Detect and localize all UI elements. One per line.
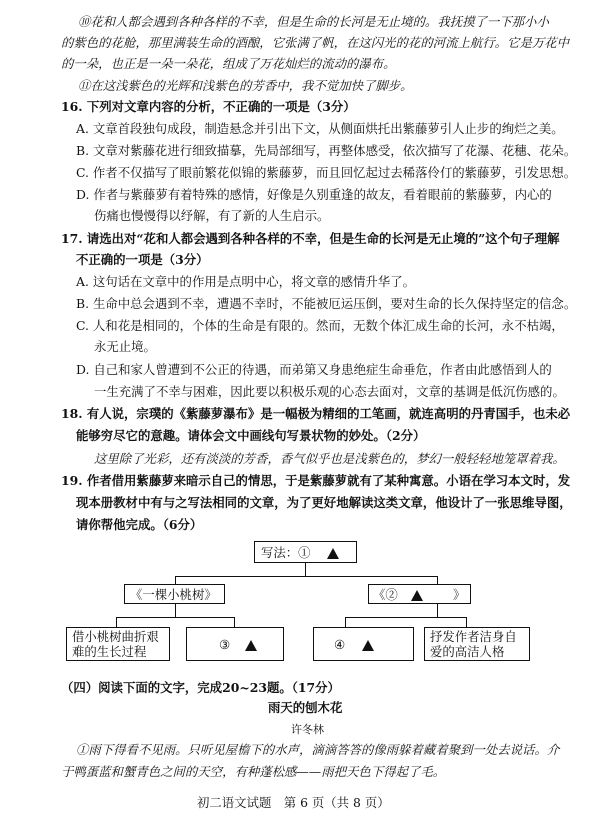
q17-option-c-line-2: 永无止境。 xyxy=(94,339,156,354)
mindmap-right-content-line-1: 抒发作者洁身自 xyxy=(430,629,517,644)
q16-stem: 16. 下列对文章内容的分析，不正确的一项是（3分） xyxy=(61,99,356,114)
connector xyxy=(345,617,467,618)
article-paragraph-1-line-1: ①雨下得看不见雨。只听见屋檐下的水声，滴滴答答的像雨躲着藏着聚到一处去说话。介 xyxy=(76,742,560,757)
q17-option-b: B. 生命中总会遇到不幸，遭遇不幸时，不能被厄运压倒，要对生命的长久保持坚定的信念。 xyxy=(76,296,577,311)
connector xyxy=(437,576,438,584)
mindmap-right-title-box xyxy=(368,584,471,604)
mindmap-blank-4-triangle-icon xyxy=(362,638,374,653)
paragraph-10-line-2: 的紫色的花舱，那里满装生命的酒酿，它张满了帆，在这闪光的花的河流上航行。它是万花中 xyxy=(61,35,570,50)
mindmap-left-title: 《一棵小桃树》 xyxy=(130,587,217,602)
q17-option-a: A. 这句话在文章中的作用是点明中心，将文章的感情升华了。 xyxy=(76,274,415,289)
q17-option-d-line-2: 一生充满了不幸与困难，因此要以积极乐观的心态去面对，文章的基调是低沉伤感的。 xyxy=(94,384,565,399)
paragraph-10-line-1: ⑩花和人都会遇到各种各样的不幸，但是生命的长河是无止境的。我抚摸了一下那小小 xyxy=(78,14,549,29)
connector xyxy=(466,617,467,627)
q17-stem-line-2: 不正确的一项是（3分） xyxy=(76,252,209,267)
mindmap-blank-3-box xyxy=(186,627,284,661)
article-paragraph-1-line-2: 于鸭蛋蓝和蟹青色之间的天空，有种蓬松感——雨把天色下得起了毛。 xyxy=(61,764,446,779)
mindmap-left-title-box xyxy=(124,584,225,604)
q19-stem-line-2: 现本册教材中有与之写法相同的文章，为了更好地解读这类文章，他设计了一张思维导图， xyxy=(76,495,572,510)
mindmap-blank-3-label: ③ xyxy=(219,637,231,652)
q19-stem-line-3: 请你帮他完成。（6分） xyxy=(76,517,203,532)
q18-stem-line-1: 18. 有人说，宗璞的《紫藤萝瀑布》是一幅极为精细的工笔画，就连高明的丹青国手，也未必 xyxy=(61,406,571,421)
mindmap-left-content-line-2: 难的生长过程 xyxy=(72,644,147,659)
article-author: 许冬林 xyxy=(291,723,324,736)
mindmap-left-content-box xyxy=(66,627,170,661)
connector xyxy=(437,604,438,618)
connector xyxy=(345,617,346,627)
mindmap-blank-4-box xyxy=(313,627,414,661)
connector xyxy=(175,576,438,577)
mindmap-left-content-line-1: 借小桃树曲折艰 xyxy=(72,629,159,644)
mindmap-right-title: 《② xyxy=(373,587,398,602)
paragraph-10-line-3: 的一朵，也正是一朵一朵花，组成了万花灿烂的流动的瀑布。 xyxy=(61,56,396,71)
q19-stem-line-1: 19. 作者借用紫藤萝来暗示自己的情思，于是紫藤萝就有了某种寓意。小语在学习本文时，发 xyxy=(61,473,571,488)
q18-stem-line-2: 能够穷尽它的意趣。请体会文中画线句写景状物的妙处。（2分） xyxy=(76,428,426,443)
q16-option-d-line-1: D. 作者与紫藤萝有着特殊的感情，好像是久别重逢的故友，看着眼前的紫藤萝，内心的 xyxy=(76,187,552,202)
mindmap-right-title-close: 》 xyxy=(453,587,466,602)
connector xyxy=(305,563,306,577)
q17-option-d-line-1: D. 自己和家人曾遭到不公正的待遇，而弟第又身患绝症生命垂危，作者由此感悟到人的 xyxy=(76,362,552,377)
q18-quoted-sentence: 这里除了光彩，还有淡淡的芳香，香气似乎也是浅紫色的，梦幻一般轻轻地笼罩着我。 xyxy=(94,451,565,466)
mindmap-right-content-box xyxy=(424,627,530,661)
connector xyxy=(175,576,176,584)
q16-option-b: B. 文章对紫藤花进行细致描摹，先局部细写，再整体感受，依次描写了花瀑、花穗、花朵。 xyxy=(76,143,577,158)
mindmap-right-title-blank-triangle-icon xyxy=(411,588,423,603)
mindmap-blank-4-label: ④ xyxy=(334,637,346,652)
mindmap-top-box xyxy=(254,541,357,563)
connector xyxy=(116,617,235,618)
q16-option-c: C. 作者不仅描写了眼前繁花似锦的紫藤萝，而且回忆起过去稀落伶仃的紫藤萝，引发思想。 xyxy=(76,165,577,180)
connector xyxy=(175,604,176,618)
mindmap-top-label: 写法：① xyxy=(261,545,311,560)
mindmap-top-blank-triangle-icon xyxy=(327,546,339,561)
section-4-heading: （四）阅读下面的文字，完成20~23题。（17分） xyxy=(61,680,340,695)
article-title: 雨天的刨木花 xyxy=(268,700,343,715)
q17-option-c-line-1: C. 人和花是相同的，个体的生命是有限的。然而，无数个体汇成生命的长河，永不枯竭， xyxy=(76,318,564,333)
q16-option-a: A. 文章首段独句成段，制造悬念并引出下文，从侧面烘托出紫藤萝引人止步的绚烂之美。 xyxy=(76,121,564,136)
q16-option-d-line-2: 伤痛也慢慢得以纾解，有了新的人生启示。 xyxy=(94,208,330,223)
mindmap-right-content-line-2: 爱的高洁人格 xyxy=(430,644,505,659)
mindmap-blank-3-triangle-icon xyxy=(245,638,257,653)
q17-stem-line-1: 17. 请选出对“花和人都会遇到各种各样的不幸，但是生命的长河是无止境的”这个句子理解 xyxy=(61,231,560,246)
connector xyxy=(116,617,117,627)
page-footer: 初二语文试题 第 6 页（共 8 页） xyxy=(197,795,390,810)
paragraph-11: ⑪在这浅紫色的光辉和浅紫色的芳香中，我不觉加快了脚步。 xyxy=(78,78,413,93)
connector xyxy=(234,617,235,627)
